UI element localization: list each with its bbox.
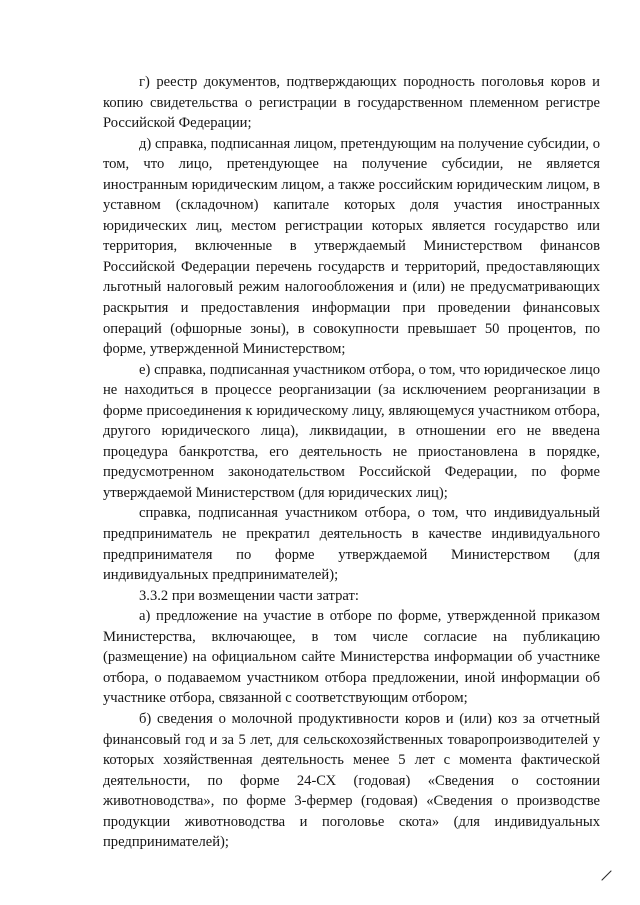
paragraph-g-breed-registry: г) реестр документов, подтверждающих породность поголовья коров и копию свидетельства о регистрации в государственном племенном регистре Российской Федерации; [103, 74, 600, 132]
paragraph-entrepreneur-certificate: справка, подписанная участником отбора, о том, что индивидуальный предприниматель не прекратил деятельность в качестве индивидуального предпринимателя по форме утверждаемой Министерством (для индивидуальных предпринимателей); [103, 505, 600, 584]
document-body [103, 72, 600, 853]
paragraph-b-milk-productivity: б) сведения о молочной продуктивности коров и (или) коз за отчетный финансовый год и за 5 лет, для сельскохозяйственных товаропроизводителей у которых хозяйственная деятельность менее 5 лет с момента фактической деятельности, по форме 24-СХ (годовая) «Сведения о состоянии животноводства», по форме 3-фермер (годовая) «Сведения о производстве продукции животноводства и поголовье скота» (для индивидуальных предпринимателей); [103, 710, 600, 851]
pen-stroke-mark [600, 868, 614, 882]
paragraph-d-foreign-entity-certificate: д) справка, подписанная лицом, претендующим на получение субсидии, о том, что лицо, претендующее на получение субсидии, не является иностранным юридическим лицом, а также российским юридическим лицом, в уставном (складочном) капитале которых доля участия иностранных юридических лиц, местом регистрации которых является государство или территория, включенные в утверждаемый Министерством финансов Российской Федерации перечень государств и территорий, предоставляющих льготный налоговый режим налогообложения и (или) не предусматривающих раскрытия и предоставления информации при проведении финансовых операций (офшорные зоны), в совокупности превышает 50 процентов, по форме, утвержденной Министерством; [103, 135, 600, 358]
section-3-3-2-heading: 3.3.2 при возмещении части затрат: [139, 587, 359, 604]
paragraph-e-reorganization-certificate: е) справка, подписанная участником отбора, о том, что юридическое лицо не находиться в процессе реорганизации (за исключением реорганизации в форме присоединения к юридическому лицу, являющемуся участником отбора, другого юридического лица), ликвидации, в отношении его не введена процедура банкротства, его деятельность не приостановлена в порядке, предусмотренном законодательством Российской Федерации, по форме утверждаемой Министерством (для юридических лиц); [103, 361, 600, 501]
paragraph-a-participation-proposal: а) предложение на участие в отборе по форме, утвержденной приказом Министерства, включающее, в том числе согласие на публикацию (размещение) на официальном сайте Министерства информации об участнике отбора, о подаваемом участником отбора предложении, иной информации об участнике отбора, связанной с соответствующим отбором; [103, 608, 600, 707]
